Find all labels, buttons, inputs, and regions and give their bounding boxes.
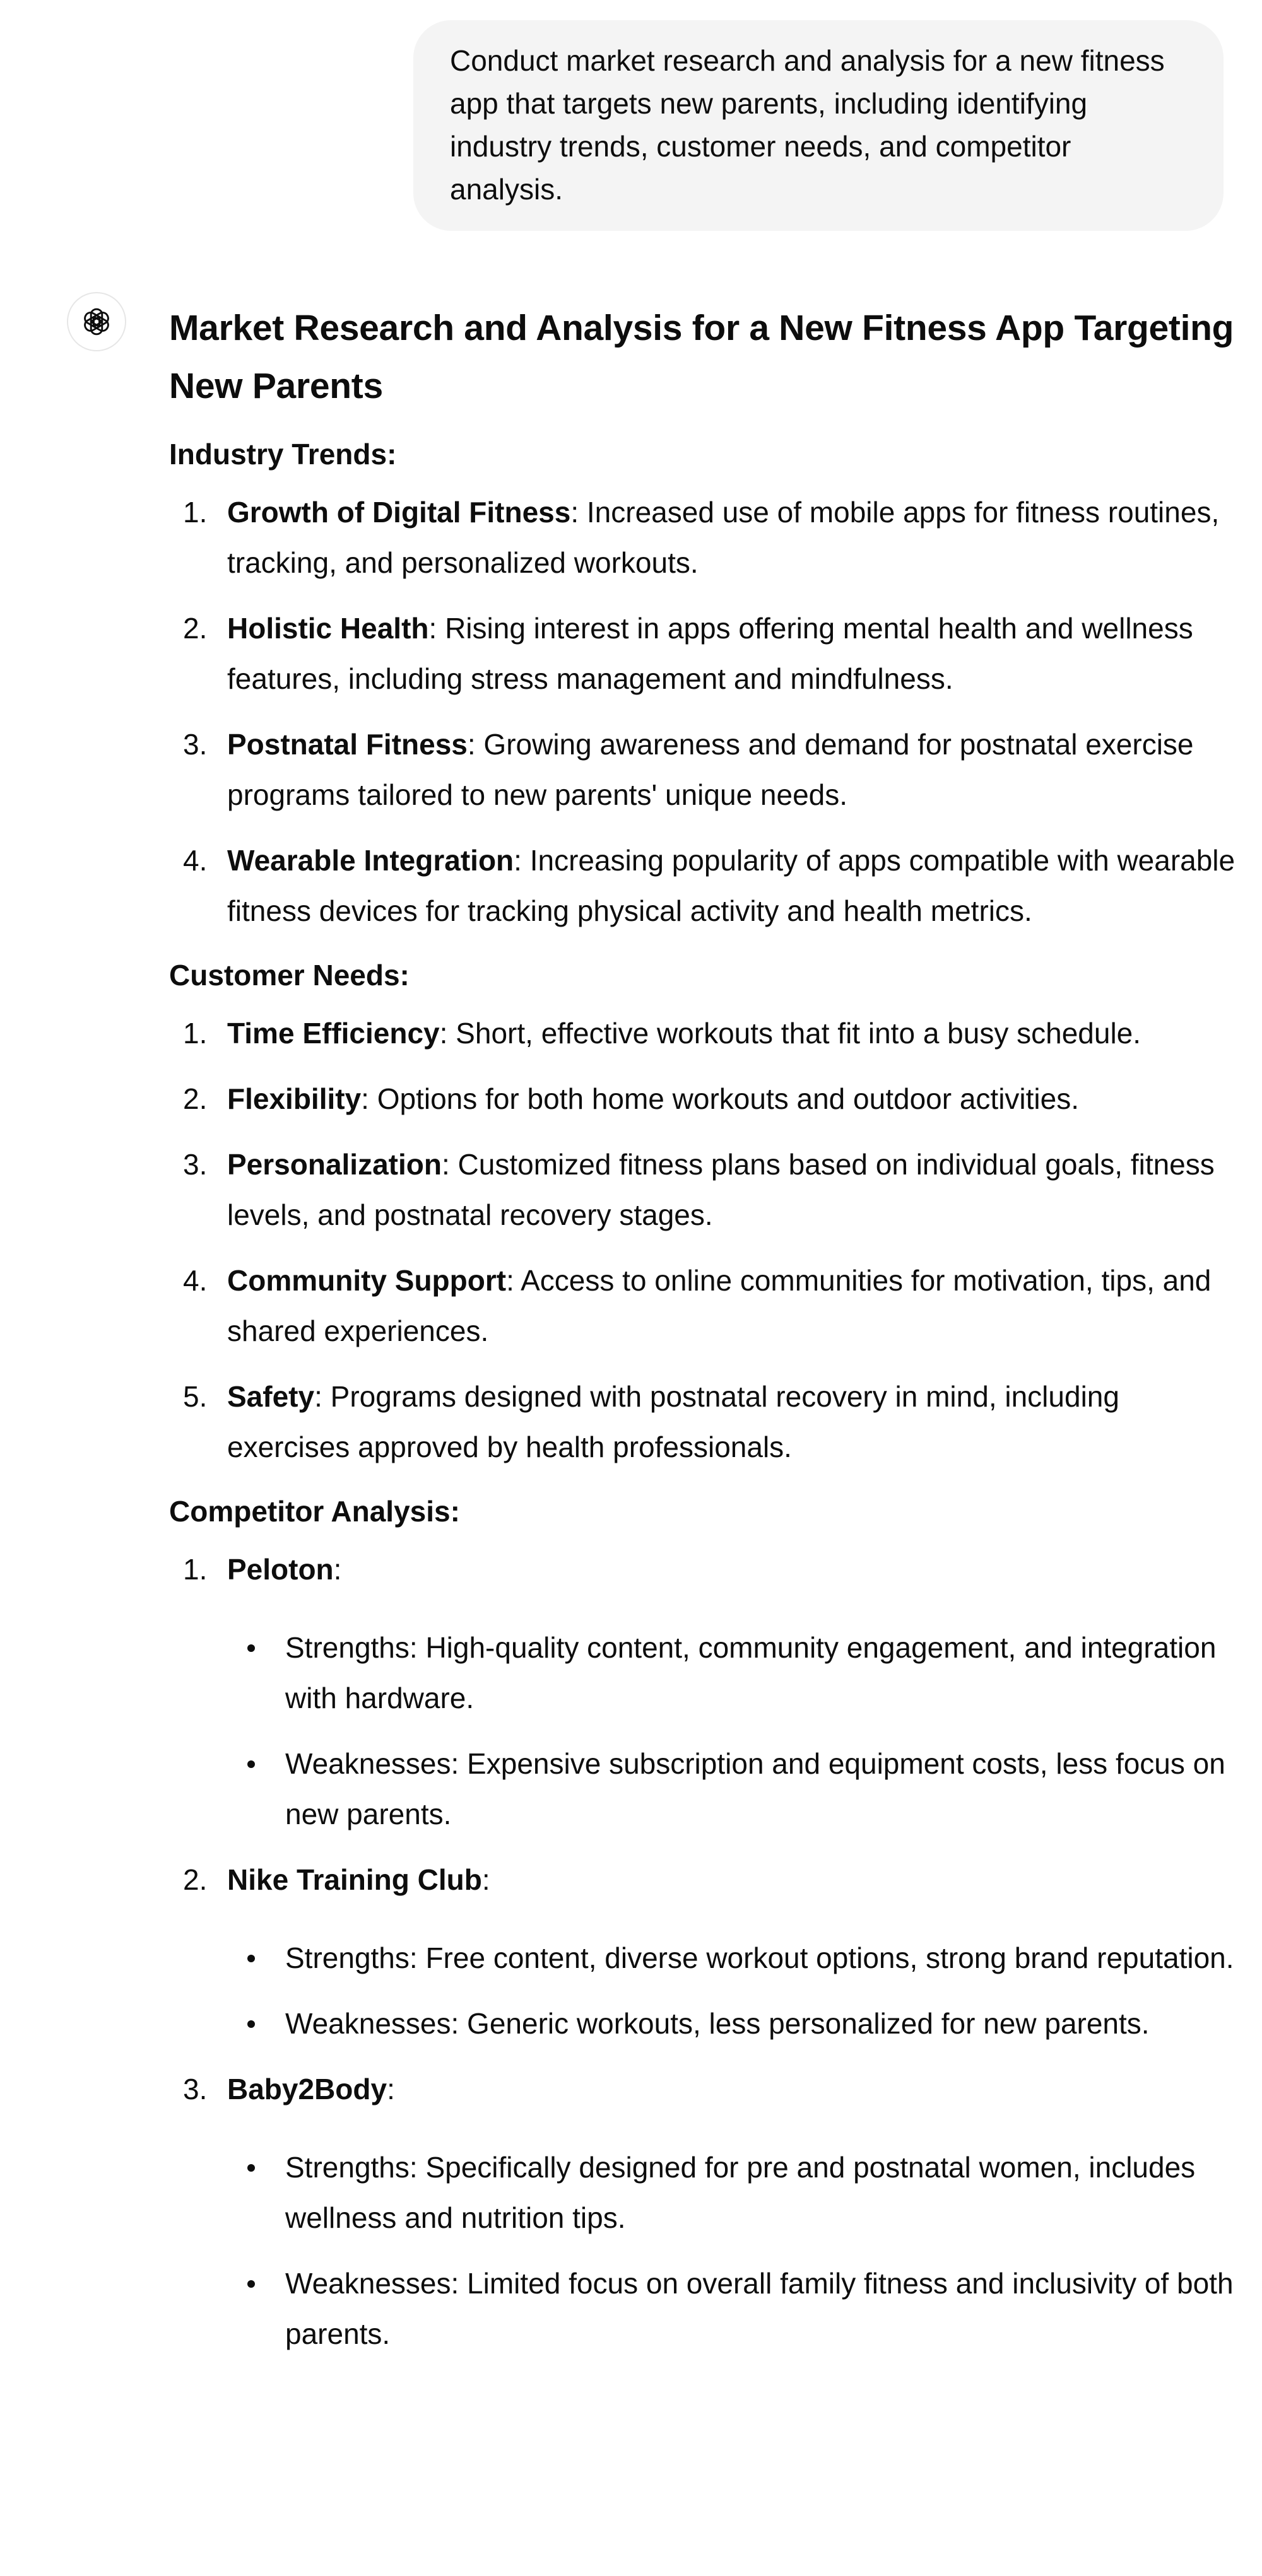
list-term: Growth of Digital Fitness [227, 496, 571, 529]
list-term: Community Support [227, 1264, 507, 1297]
customer-needs-list [169, 1008, 1235, 1472]
list-text: : Customized fitness plans based on individual goals, fitness levels, and postnatal recovery stages. [227, 1148, 1215, 1231]
list-term: Safety [227, 1380, 315, 1413]
list-item [169, 1371, 1235, 1472]
competitor-item [169, 2064, 1235, 2359]
competitor-suffix: : [387, 2073, 395, 2105]
list-text: : Increased use of mobile apps for fitness routines, tracking, and personalized workouts. [227, 496, 1220, 579]
competitor-analysis-heading: Competitor Analysis: [169, 1495, 460, 1528]
assistant-avatar [67, 292, 126, 351]
competitor-strengths: Strengths: High-quality content, community engagement, and integration with hardware. [227, 1622, 1235, 1723]
response-title: Market Research and Analysis for a New Fitness App Targeting New Parents [169, 308, 1234, 406]
list-number: 3. [183, 728, 208, 761]
list-term: Time Efficiency [227, 1017, 440, 1050]
industry-trends-heading: Industry Trends: [169, 438, 397, 471]
list-number: 3. [183, 2073, 208, 2105]
competitor-name: Nike Training Club [227, 1863, 482, 1896]
competitor-strengths: Strengths: Specifically designed for pre and postnatal women, includes wellness and nutrition tips. [227, 2142, 1235, 2243]
competitor-details [169, 1622, 1235, 1839]
list-item [169, 1008, 1235, 1058]
list-text: : Short, effective workouts that fit into a busy schedule. [439, 1017, 1141, 1050]
competitor-item [169, 1544, 1235, 1839]
list-number: 1. [183, 1017, 208, 1050]
competitor-name: Peloton [227, 1553, 334, 1586]
list-number: 2. [183, 612, 208, 645]
list-number: 4. [183, 844, 208, 877]
list-item [169, 487, 1235, 588]
competitor-item [169, 1854, 1235, 2049]
competitor-details [169, 1933, 1235, 2049]
list-term: Flexibility [227, 1082, 362, 1115]
list-number: 4. [183, 1264, 208, 1297]
list-number: 1. [183, 1553, 208, 1586]
list-text: : Options for both home workouts and outdoor activities. [361, 1082, 1079, 1115]
list-text: : Rising interest in apps offering mental health and wellness features, including stress management and mindfulness. [227, 612, 1193, 695]
openai-logo-icon [80, 305, 114, 339]
competitor-details [169, 2142, 1235, 2359]
list-item [169, 1074, 1235, 1124]
list-term: Postnatal Fitness [227, 728, 468, 761]
industry-trends-list [169, 487, 1235, 936]
competitor-weaknesses: Weaknesses: Limited focus on overall family fitness and inclusivity of both parents. [227, 2258, 1235, 2359]
list-text: : Access to online communities for motivation, tips, and shared experiences. [227, 1264, 1212, 1347]
list-number: 3. [183, 1148, 208, 1181]
list-number: 2. [183, 1863, 208, 1896]
list-number: 1. [183, 496, 208, 529]
list-text: : Growing awareness and demand for postnatal exercise programs tailored to new parents' unique needs. [227, 728, 1194, 811]
competitor-weaknesses: Weaknesses: Generic workouts, less personalized for new parents. [227, 1998, 1235, 2049]
user-message-text: Conduct market research and analysis for a new fitness app that targets new parents, including identifying industry trends, customer needs, and competitor analysis. [450, 44, 1165, 206]
list-number: 5. [183, 1380, 208, 1413]
assistant-response [169, 299, 1235, 2359]
list-item [169, 835, 1235, 936]
list-number: 2. [183, 1082, 208, 1115]
user-message-bubble [413, 20, 1224, 231]
competitor-strengths: Strengths: Free content, diverse workout options, strong brand reputation. [227, 1933, 1235, 1983]
competitor-name: Baby2Body [227, 2073, 387, 2105]
list-item [169, 603, 1235, 704]
competitor-list [169, 1544, 1235, 2359]
list-text: : Programs designed with postnatal recovery in mind, including exercises approved by health professionals. [227, 1380, 1119, 1463]
list-item [169, 719, 1235, 820]
list-term: Holistic Health [227, 612, 429, 645]
list-term: Personalization [227, 1148, 442, 1181]
customer-needs-heading: Customer Needs: [169, 959, 410, 992]
list-text: : Increasing popularity of apps compatible with wearable fitness devices for tracking physical activity and health metrics. [227, 844, 1235, 927]
competitor-suffix: : [333, 1553, 342, 1586]
list-term: Wearable Integration [227, 844, 514, 877]
competitor-weaknesses: Weaknesses: Expensive subscription and equipment costs, less focus on new parents. [227, 1738, 1235, 1839]
competitor-suffix: : [481, 1863, 490, 1896]
list-item [169, 1255, 1235, 1356]
list-item [169, 1139, 1235, 1240]
